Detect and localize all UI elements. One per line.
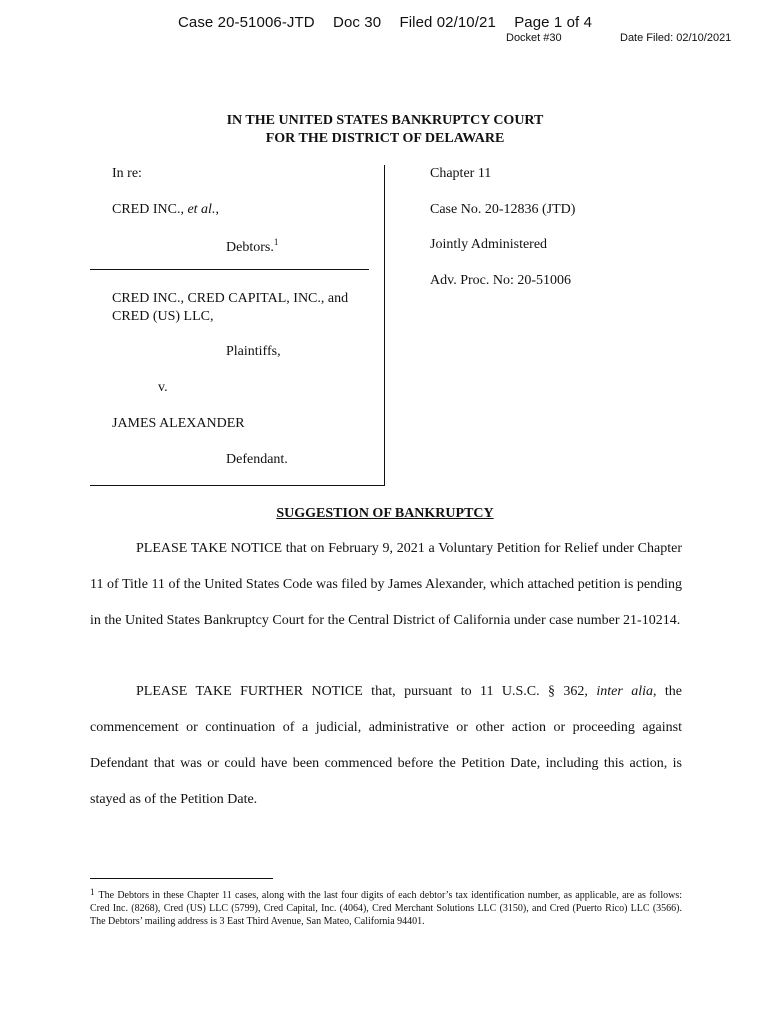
ecf-header: [0, 14, 770, 31]
caption-bottom-rule: [90, 485, 385, 486]
footnote-text: The Debtors in these Chapter 11 cases, along with the last four digits of each debtor’s tax identification number, as applicable, are as follows: Cred Inc. (8268), Cred (US) LLC (5799), Cred Capital, Inc. (4064), Cred Merchant Solutions LLC (3150), and Cred (Puerto Rico) LLC (3566). The Debtors’ mailing address is 3 East Third Avenue, San Mateo, California 94401.: [90, 890, 682, 927]
footnote-marker: 1: [90, 887, 95, 897]
caption-defendant-name: JAMES ALEXANDER: [112, 416, 245, 431]
notice-paragraph-2-text-b: , the commencement or continuation of a judicial, administrative or other action or proceeding against Defendant that was or could have been commenced before the Petition Date, including this action, is stayed as of the Petition Date.: [90, 684, 682, 807]
debtor-et-al: et al.: [187, 202, 216, 217]
footnote-reference: 1: [273, 237, 279, 247]
debtor-name: CRED INC.,: [112, 202, 188, 217]
ecf-case: Case 20-51006-JTD: [177, 14, 315, 31]
caption-plaintiffs-line2: CRED (US) LLC,: [112, 309, 214, 324]
caption-in-re: In re:: [112, 166, 142, 181]
caption-versus: v.: [158, 380, 168, 395]
caption-debtor: [112, 202, 219, 218]
date-filed-stamp: Date Filed: 02/10/2021: [620, 32, 732, 44]
notice-paragraph-2-text-a: PLEASE TAKE FURTHER NOTICE that, pursuant to 11 U.S.C. § 362,: [136, 684, 597, 699]
debtors-label: Debtors.: [226, 240, 274, 255]
caption-divider: [384, 165, 385, 485]
notice-paragraph-2-italic: inter alia: [596, 684, 653, 699]
caption-jointly-administered: Jointly Administered: [430, 237, 548, 252]
caption-chapter: Chapter 11: [430, 166, 492, 181]
caption-plaintiffs-label: Plaintiffs,: [226, 344, 281, 359]
court-title-line2: FOR THE DISTRICT OF DELAWARE: [265, 131, 505, 146]
ecf-doc: Doc 30: [333, 14, 382, 31]
notice-paragraph-1-text: PLEASE TAKE NOTICE that on February 9, 2021 a Voluntary Petition for Relief under Chapter 11 of Title 11 of the United States Code was filed by James Alexander, which attached petition is pending in the United States Bankruptcy Court for the Central District of California under case number 21-10214.: [90, 541, 682, 628]
notice-paragraph-2: [90, 674, 682, 818]
footnote-rule: [90, 878, 273, 879]
caption-case-no: Case No. 20-12836 (JTD): [430, 202, 576, 217]
debtor-comma: ,: [215, 202, 219, 217]
caption-rule: [90, 269, 369, 270]
caption-adv-proc: Adv. Proc. No: 20-51006: [430, 273, 572, 288]
caption-defendant-label: Defendant.: [226, 452, 288, 467]
caption-plaintiffs-line1: CRED INC., CRED CAPITAL, INC., and: [112, 291, 349, 306]
caption-debtors-label: [226, 237, 278, 256]
court-title: [0, 112, 770, 148]
footnote: [90, 886, 682, 928]
ecf-filed: Filed 02/10/21: [399, 14, 496, 31]
document-heading: SUGGESTION OF BANKRUPTCY: [276, 506, 494, 521]
docket-stamp: Docket #30: [506, 32, 562, 44]
notice-paragraph-1: [90, 531, 682, 639]
court-title-line1: IN THE UNITED STATES BANKRUPTCY COURT: [226, 113, 544, 128]
ecf-page: Page 1 of 4: [514, 14, 593, 31]
